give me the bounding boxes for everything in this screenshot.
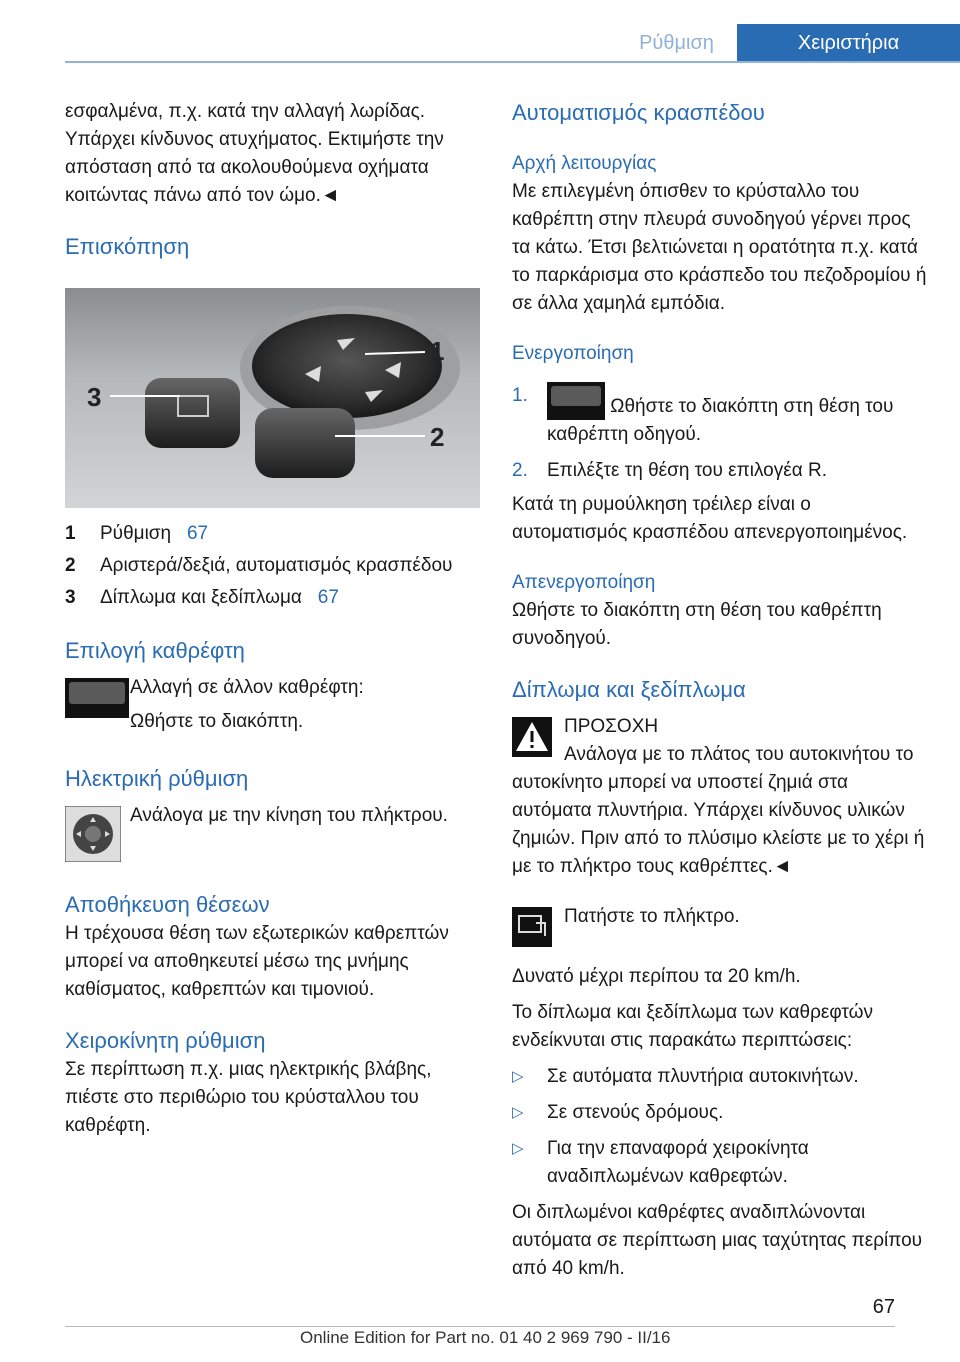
bullet-triangle-icon: ▷: [512, 1068, 524, 1085]
manual-text: Σε περίπτωση π.χ. μιας ηλεκτρικής βλάβης, πιέστε στο περιθώριο του κρύσταλλου του καθρέφτη.: [65, 1059, 432, 1136]
electric-text: Ανάλογα με την κίνηση του πλήκτρου.: [130, 805, 448, 826]
mirror-select-text-1: Αλλαγή σε άλλον καθρέφτη:: [130, 677, 364, 698]
manual-heading: Χειροκίνητη ρύθμιση: [65, 1028, 266, 1053]
header-tab-chapter: Χειριστήρια: [737, 24, 960, 62]
caution-label: ΠΡΟΣΟΧΗ: [564, 716, 659, 737]
edition-note: Online Edition for Part no. 01 40 2 969 790 - II/16: [300, 1328, 671, 1347]
left-column: [65, 98, 485, 1140]
electric-block: [65, 802, 485, 862]
folding-cases-intro: Το δίπλωμα και ξεδίπλωμα των καθρεφτών ενδείκνυται στις παρακάτω περιπτώσεις:: [512, 1002, 873, 1051]
deactivation-heading: Απενεργοποίηση: [512, 572, 656, 593]
principle-text: Με επιλεγμένη όπισθεν το κρύσταλλο του καθρέπτη στην πλευρά συνοδηγού γέρνει προς τα κάτω. Έτσι βελτιώνεται η ορατότητα π.χ. κατά το παρκάρισμα στο κράσπεδο του πεζοδρομίου ή σε άλλα χαμηλά εμπόδια.: [512, 181, 927, 314]
overview-heading: Επισκόπηση: [65, 234, 190, 259]
legend-item: 2 Αριστερά/δεξιά, αυτοματισμός κρασπέδου: [65, 555, 453, 576]
list-item: ▷ Σε στενούς δρόμους.: [512, 1099, 930, 1127]
mirror-select-block: [65, 674, 485, 736]
page-link[interactable]: 67: [317, 587, 339, 608]
caution-block: [512, 713, 930, 881]
mirror-select-heading: Επιλογή καθρέφτη: [65, 638, 245, 663]
save-text: Η τρέχουσα θέση των εξωτερικών καθρεπτών μπορεί να αποθηκευτεί μέσω της μνήμης καθίσματος, καθρεπτών και τιμονιού.: [65, 923, 449, 1000]
principle-heading: Αρχή λειτουργίας: [512, 153, 657, 174]
curb-heading: Αυτοματισμός κρασπέδου: [512, 100, 765, 125]
header-rule: [65, 61, 960, 63]
photo-label-1: 1: [430, 336, 445, 366]
footer-rule: [65, 1326, 895, 1327]
right-column: [512, 98, 930, 1283]
mirror-select-text-2: Ωθήστε το διακόπτη.: [130, 711, 304, 732]
legend-item: 3 Δίπλωμα και ξεδίπλωμα 67: [65, 587, 339, 608]
activation-heading: Ενεργοποίηση: [512, 343, 634, 364]
folding-cases-list: [512, 1063, 930, 1191]
press-block: [512, 903, 930, 949]
final-text: Οι διπλωμένοι καθρέφτες αναδιπλώνονται αυτόματα σε περίπτωση μιας ταχύτητας περίπου από 40 km/h.: [512, 1202, 923, 1279]
photo-label-2: 2: [430, 422, 445, 452]
joystick-icon: [65, 806, 121, 867]
list-item: 1. Ωθήστε το διακόπτη στη θέση του καθρέπτη οδηγού.: [512, 382, 930, 449]
mirror-switch-icon: [65, 678, 129, 723]
mirror-switch-photo: [65, 288, 480, 508]
fold-button-icon: [512, 907, 552, 952]
bullet-triangle-icon: ▷: [512, 1104, 524, 1121]
fold-heading: Δίπλωμα και ξεδίπλωμα: [512, 677, 746, 702]
photo-label-3: 3: [87, 382, 102, 412]
legend-list: [65, 518, 485, 614]
page-footer: [0, 1296, 960, 1356]
activation-list: [512, 382, 930, 485]
page-link[interactable]: 67: [186, 523, 209, 544]
save-heading: Αποθήκευση θέσεων: [65, 892, 270, 917]
deactivation-text: Ωθήστε το διακόπτη στη θέση του καθρέπτη συνοδηγού.: [512, 600, 882, 649]
header-tab-section: Ρύθμιση: [639, 32, 714, 54]
list-item: ▷ Για την επαναφορά χειροκίνητα αναδιπλωμένων καθρεφτών.: [512, 1135, 930, 1191]
intro-paragraph: εσφαλμένα, π.χ. κατά την αλλαγή λωρίδας. Υπάρχει κίνδυνος ατυχήματος. Εκτιμήστε την απόσταση από τα ακολουθούμενα οχήματα κοιτώντας πάνω από τον ώμο.◄: [65, 101, 444, 206]
bullet-triangle-icon: ▷: [512, 1140, 524, 1157]
speed-text: Δυνατό μέχρι περίπου τα 20 km/h.: [512, 966, 801, 987]
electric-heading: Ηλεκτρική ρύθμιση: [65, 766, 249, 791]
warning-icon: [512, 717, 552, 762]
page-number: 67: [872, 1296, 895, 1318]
list-item: ▷ Σε αυτόματα πλυντήρια αυτοκινήτων.: [512, 1063, 930, 1091]
legend-item: 1 Ρύθμιση 67: [65, 523, 209, 544]
press-text: Πατήστε το πλήκτρο.: [564, 906, 740, 927]
mirror-switch-icon: [547, 382, 605, 420]
caution-text: Ανάλογα με το πλάτος του αυτοκινήτου το αυτοκίνητο μπορεί να υποστεί ζημιά στα αυτόματα πλυντήρια. Υπάρχει κίνδυνος υλικών ζημιών. Πριν από το πλύσιμο κλείστε με το χέρι ή με το πλήκτρο τους καθρέπτες.◄: [512, 744, 925, 877]
activation-note: Κατά τη ρυμούλκηση τρέιλερ είναι ο αυτοματισμός κρασπέδου απενεργοποιημένος.: [512, 494, 908, 543]
list-item: 2. Επιλέξτε τη θέση του επιλογέα R.: [512, 460, 827, 481]
